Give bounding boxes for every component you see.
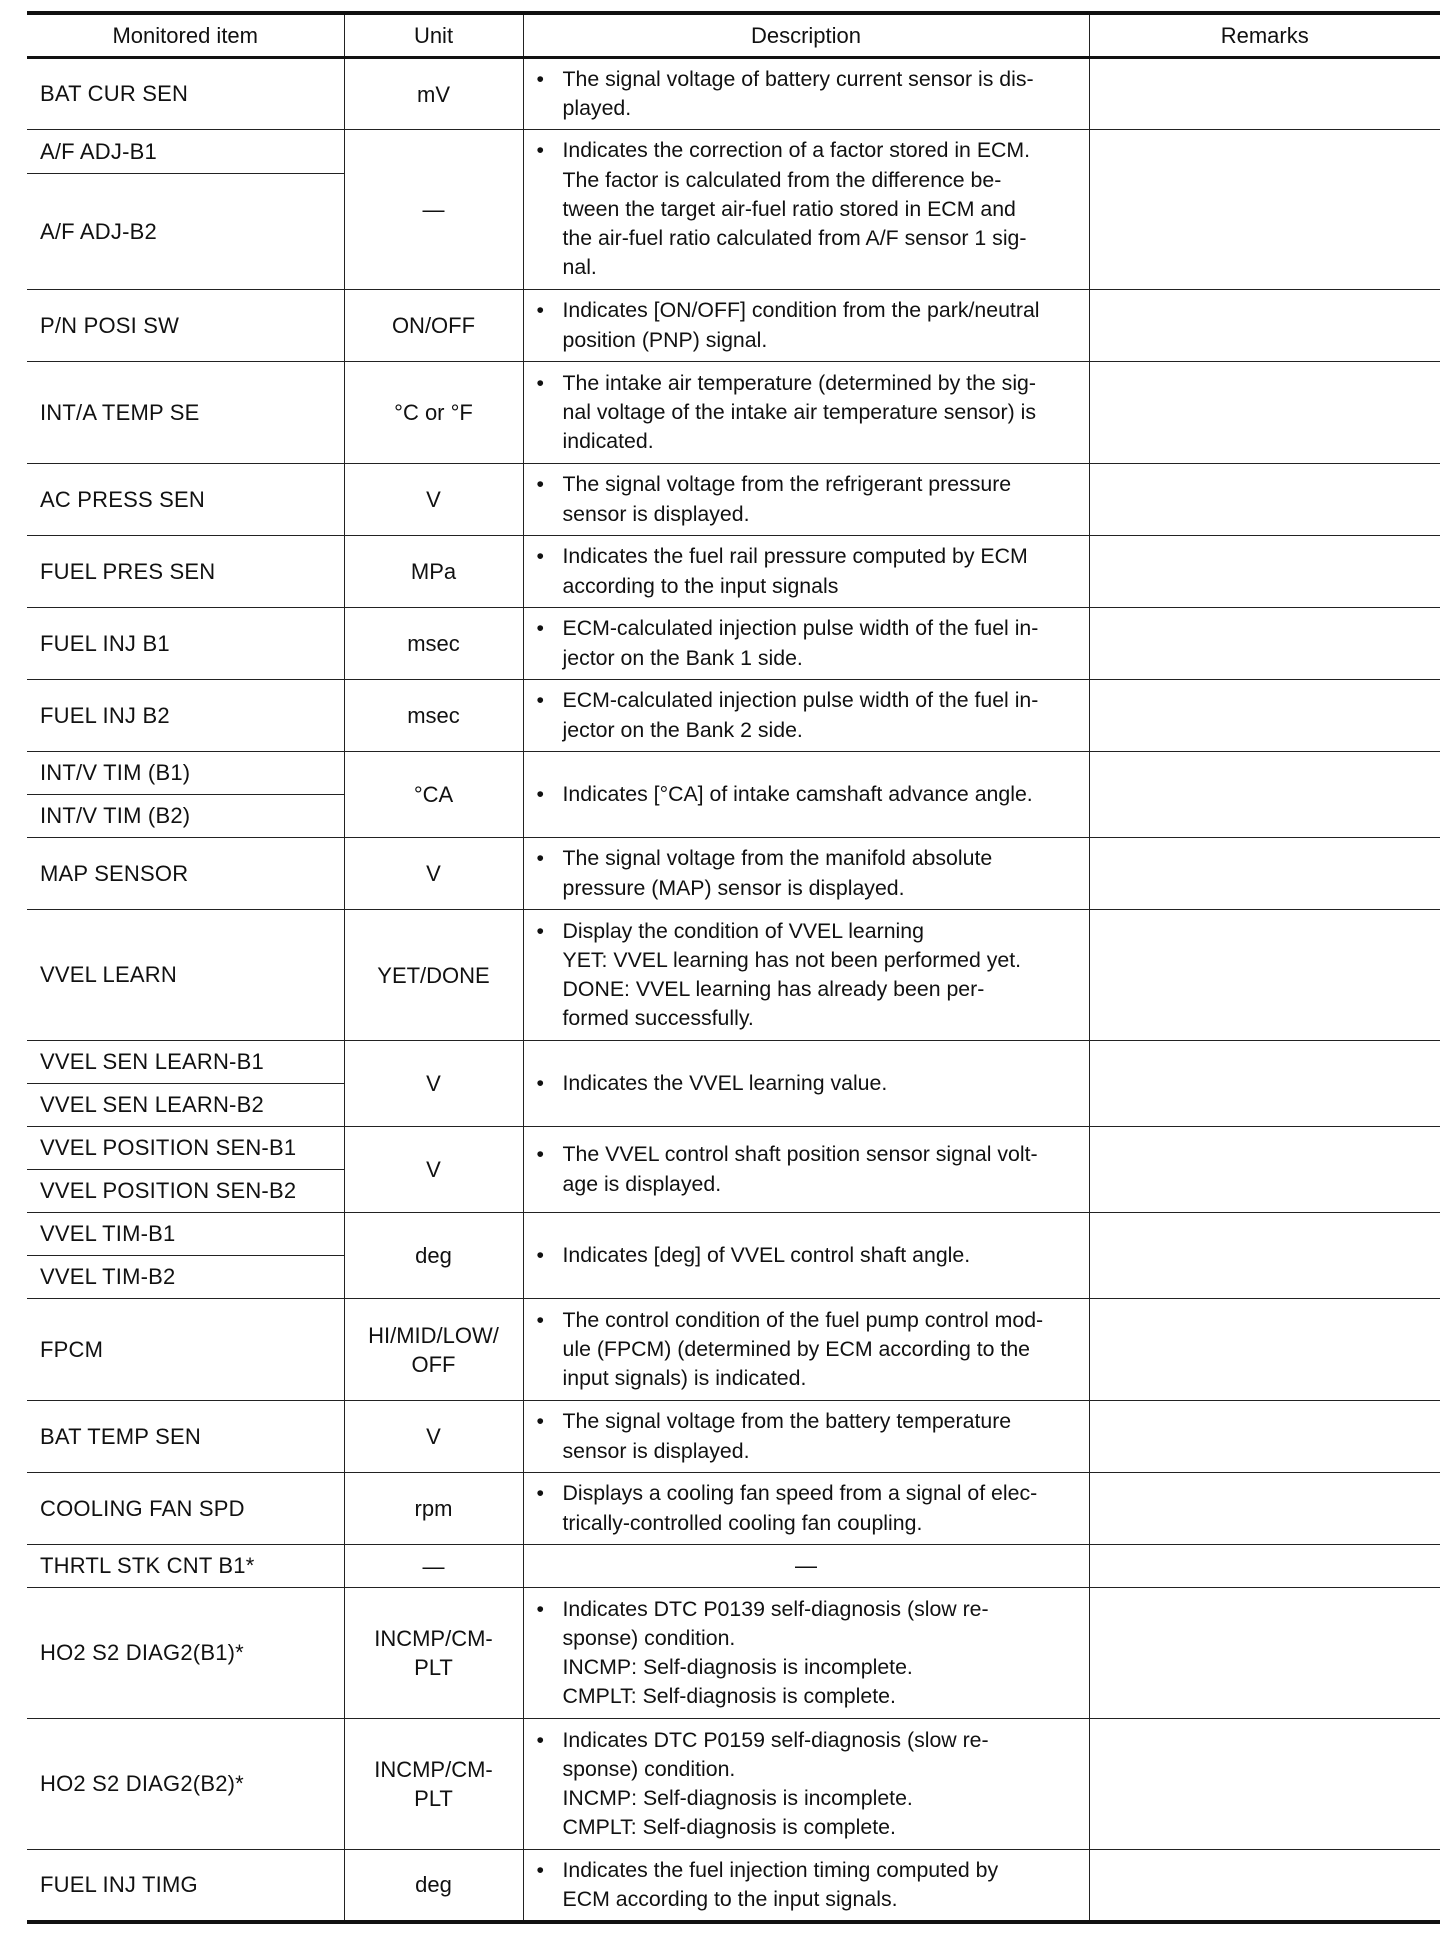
description-line: The signal voltage from the refrigerant pressure [562, 472, 1012, 497]
monitored-item-cell: VVEL SEN LEARN-B2 [27, 1084, 344, 1127]
remarks-cell [1089, 1299, 1440, 1401]
description-cell [523, 362, 1089, 464]
description-line: Indicates the VVEL learning value. [562, 1070, 888, 1095]
description-text [563, 1856, 1085, 1914]
unit-cell [344, 1299, 523, 1401]
monitored-item-cell: BAT CUR SEN [27, 58, 344, 130]
unit-cell [344, 910, 523, 1041]
unit-cell [344, 1127, 523, 1213]
monitored-item-cell: INT/V TIM (B1) [27, 752, 344, 795]
unit-line: PLT [414, 1786, 453, 1811]
monitored-item-cell: VVEL POSITION SEN-B2 [27, 1170, 344, 1213]
description-bullet [524, 293, 1089, 357]
monitored-item-cell: HO2 S2 DIAG2(B1)* [27, 1588, 344, 1719]
unit-cell [344, 752, 523, 838]
description-cell [523, 290, 1089, 362]
table-row [27, 1041, 1440, 1084]
bullet-icon: • [536, 1307, 544, 1332]
bullet-icon: • [536, 688, 544, 713]
description-cell [523, 680, 1089, 752]
table-row [27, 1719, 1440, 1850]
unit-line: YET/DONE [377, 962, 490, 988]
bullet-icon: • [536, 1242, 544, 1267]
description-line: nal. [562, 255, 597, 280]
description-line: The control condition of the fuel pump control mod- [562, 1307, 1044, 1332]
description-bullet [524, 133, 1089, 285]
monitored-item-cell: A/F ADJ-B1 [27, 130, 344, 174]
remarks-cell [1089, 1719, 1440, 1850]
description-text [563, 369, 1085, 457]
description-line: INCMP: Self-diagnosis is incomplete. [562, 1655, 913, 1679]
description-line: age is displayed. [562, 1171, 722, 1196]
description-line: jector on the Bank 1 side. [562, 645, 803, 670]
description-cell [523, 1473, 1089, 1545]
monitored-item-cell: BAT TEMP SEN [27, 1401, 344, 1473]
table-row [27, 608, 1440, 680]
bullet-icon: • [536, 544, 544, 569]
monitored-item-cell: A/F ADJ-B2 [27, 174, 344, 290]
bullet-icon: • [536, 846, 544, 871]
unit-line: V [426, 861, 441, 886]
description-text [563, 1726, 1085, 1843]
description-line: ECM according to the input signals. [562, 1886, 898, 1911]
monitor-item-table-page [27, 11, 1440, 1924]
unit-cell [344, 1213, 523, 1299]
description-line: DONE: VVEL learning has already been per- [562, 977, 985, 1001]
monitored-item-cell: INT/V TIM (B2) [27, 795, 344, 838]
unit-line: ON/OFF [391, 313, 476, 338]
remarks-cell [1089, 1850, 1440, 1922]
description-line: Indicates [°CA] of intake camshaft advance angle. [562, 781, 1033, 806]
description-line: INCMP: Self-diagnosis is incomplete. [562, 1786, 913, 1810]
bullet-icon: • [536, 66, 544, 91]
table-header-row [27, 13, 1440, 58]
monitored-item-cell: AC PRESS SEN [27, 464, 344, 536]
description-text [563, 917, 1085, 1034]
remarks-cell [1089, 910, 1440, 1041]
table-row [27, 838, 1440, 910]
description-line: The signal voltage from the manifold absolute [562, 846, 993, 871]
table-row [27, 680, 1440, 752]
monitored-item-cell: VVEL LEARN [27, 910, 344, 1041]
description-cell: — [523, 1545, 1089, 1588]
table-row [27, 910, 1440, 1041]
remarks-cell [1089, 608, 1440, 680]
description-text [563, 1241, 1085, 1270]
bullet-icon: • [536, 1857, 544, 1882]
description-line: the air-fuel ratio calculated from A/F sensor 1 sig- [562, 226, 1027, 251]
remarks-cell [1089, 1213, 1440, 1299]
monitored-item-cell: FUEL INJ B2 [27, 680, 344, 752]
description-cell [523, 58, 1089, 130]
description-line: position (PNP) signal. [562, 327, 768, 352]
unit-line: HI/MID/LOW/ [368, 1322, 499, 1348]
remarks-cell [1089, 1041, 1440, 1127]
remarks-cell [1089, 1545, 1440, 1588]
description-line: The intake air temperature (determined by the sig- [562, 370, 1036, 395]
unit-line: INCMP/CM- [374, 1757, 493, 1782]
description-bullet [524, 841, 1089, 905]
description-line: sensor is displayed. [562, 501, 750, 526]
unit-cell [344, 1545, 523, 1588]
remarks-cell [1089, 1401, 1440, 1473]
bullet-icon: • [536, 298, 544, 323]
unit-cell [344, 290, 523, 362]
description-line: The signal voltage of battery current sensor is dis- [562, 66, 1034, 91]
monitored-item-cell: VVEL TIM-B2 [27, 1256, 344, 1299]
description-cell [523, 1041, 1089, 1127]
table-row [27, 362, 1440, 464]
description-line: input signals) is indicated. [562, 1366, 807, 1391]
description-text [563, 1306, 1085, 1394]
description-line: sponse) condition. [562, 1756, 736, 1781]
description-bullet [524, 1853, 1089, 1917]
description-bullet [524, 62, 1089, 126]
unit-line: V [426, 1424, 441, 1449]
monitored-item-cell: THRTL STK CNT B1* [27, 1545, 344, 1588]
description-bullet [524, 1476, 1089, 1540]
description-line: according to the input signals [562, 573, 839, 598]
unit-cell [344, 1401, 523, 1473]
monitored-item-cell: P/N POSI SW [27, 290, 344, 362]
description-text [563, 1069, 1085, 1098]
description-line: ECM-calculated injection pulse width of the fuel in- [562, 616, 1039, 641]
description-text [563, 1479, 1085, 1537]
unit-cell [344, 1041, 523, 1127]
unit-cell [344, 1473, 523, 1545]
description-line: trically-controlled cooling fan coupling. [562, 1510, 923, 1535]
unit-line: rpm [414, 1496, 453, 1521]
bullet-icon: • [536, 781, 544, 806]
description-line: CMPLT: Self-diagnosis is complete. [562, 1815, 896, 1840]
monitored-item-cell: FUEL INJ TIMG [27, 1850, 344, 1922]
description-line: formed successfully. [562, 1006, 754, 1031]
unit-line: INCMP/CM- [374, 1626, 493, 1651]
table-row [27, 1299, 1440, 1401]
table-body [27, 58, 1440, 1922]
bullet-icon: • [536, 1142, 544, 1167]
table-row [27, 58, 1440, 130]
description-bullet [524, 777, 1089, 812]
description-text [563, 470, 1085, 528]
description-cell [523, 752, 1089, 838]
table-row [27, 1850, 1440, 1922]
description-bullet [524, 1066, 1089, 1101]
unit-line: deg [415, 1872, 452, 1898]
remarks-cell [1089, 464, 1440, 536]
remarks-cell [1089, 838, 1440, 910]
description-text [563, 844, 1085, 902]
description-text [563, 686, 1085, 744]
remarks-cell [1089, 1473, 1440, 1545]
description-cell [523, 1127, 1089, 1213]
description-bullet [524, 467, 1089, 531]
bullet-icon: • [536, 616, 544, 641]
unit-line: °CA [413, 782, 454, 807]
description-line: indicated. [562, 429, 654, 454]
description-cell [523, 464, 1089, 536]
description-text [563, 1595, 1085, 1712]
monitored-item-cell: VVEL POSITION SEN-B1 [27, 1127, 344, 1170]
unit-line: V [426, 1071, 441, 1096]
description-line: sponse) condition. [562, 1625, 736, 1650]
description-line: tween the target air-fuel ratio stored in ECM and [562, 196, 1016, 221]
description-line: Display the condition of VVEL learning [562, 918, 924, 943]
unit-cell [344, 838, 523, 910]
description-line: The VVEL control shaft position sensor signal volt- [562, 1142, 1038, 1167]
description-line: Indicates the fuel rail pressure computed by ECM [562, 544, 1028, 569]
description-line: played. [562, 96, 632, 120]
description-line: pressure (MAP) sensor is displayed. [562, 875, 905, 900]
unit-line: — [422, 197, 445, 222]
unit-cell [344, 130, 523, 290]
bullet-icon: • [536, 1481, 544, 1506]
description-cell [523, 1588, 1089, 1719]
unit-line: OFF [411, 1351, 456, 1377]
description-bullet [524, 539, 1089, 603]
description-bullet [524, 366, 1089, 460]
description-bullet [524, 1592, 1089, 1715]
unit-line: msec [407, 631, 460, 656]
remarks-cell [1089, 130, 1440, 290]
header-monitored-item: Monitored item [27, 13, 344, 58]
description-bullet [524, 611, 1089, 675]
unit-cell [344, 464, 523, 536]
description-cell [523, 536, 1089, 608]
unit-cell [344, 362, 523, 464]
bullet-icon: • [536, 918, 544, 943]
header-remarks: Remarks [1089, 13, 1440, 58]
remarks-cell [1089, 1588, 1440, 1719]
description-text [563, 296, 1085, 354]
monitored-item-cell: FUEL PRES SEN [27, 536, 344, 608]
remarks-cell [1089, 536, 1440, 608]
description-line: ECM-calculated injection pulse width of the fuel in- [562, 688, 1039, 713]
table-row [27, 1473, 1440, 1545]
description-line: Indicates DTC P0159 self-diagnosis (slow re- [562, 1727, 989, 1752]
description-bullet [524, 1238, 1089, 1273]
monitored-item-cell: MAP SENSOR [27, 838, 344, 910]
unit-line: deg [415, 1243, 452, 1268]
description-line: sensor is displayed. [562, 1438, 750, 1463]
description-text [563, 136, 1085, 282]
bullet-icon: • [536, 370, 544, 395]
remarks-cell [1089, 362, 1440, 464]
description-line: Indicates [deg] of VVEL control shaft angle. [562, 1242, 971, 1267]
description-cell [523, 910, 1089, 1041]
description-text [563, 780, 1085, 809]
table-row [27, 1545, 1440, 1588]
bullet-icon: • [536, 1727, 544, 1752]
description-text [563, 542, 1085, 600]
unit-cell [344, 58, 523, 130]
unit-line: MPa [410, 559, 457, 584]
table-row [27, 1127, 1440, 1170]
table-row [27, 290, 1440, 362]
description-line: CMPLT: Self-diagnosis is complete. [562, 1684, 896, 1709]
description-text [563, 1407, 1085, 1465]
unit-line: °C or °F [394, 400, 473, 425]
remarks-cell [1089, 680, 1440, 752]
header-unit: Unit [344, 13, 523, 58]
table-row [27, 536, 1440, 608]
description-cell [523, 1299, 1089, 1401]
unit-line: V [426, 487, 441, 512]
unit-cell [344, 536, 523, 608]
description-line: The factor is calculated from the difference be- [562, 167, 1002, 192]
description-bullet [524, 1404, 1089, 1468]
description-line: YET: VVEL learning has not been performed yet. [562, 947, 1022, 972]
description-line: ule (FPCM) (determined by ECM according to the [562, 1336, 1031, 1361]
remarks-cell [1089, 1127, 1440, 1213]
description-bullet [524, 1723, 1089, 1846]
monitored-item-cell: FPCM [27, 1299, 344, 1401]
table-row [27, 1588, 1440, 1719]
unit-line: V [426, 1157, 441, 1182]
unit-cell [344, 1850, 523, 1922]
table-row [27, 464, 1440, 536]
description-line: Indicates the correction of a factor stored in ECM. [562, 138, 1031, 163]
description-cell [523, 1401, 1089, 1473]
table-row [27, 130, 1440, 174]
unit-line: — [422, 1553, 445, 1579]
bullet-icon: • [536, 1409, 544, 1434]
monitored-item-cell: COOLING FAN SPD [27, 1473, 344, 1545]
table-row [27, 1213, 1440, 1256]
description-bullet [524, 914, 1089, 1037]
monitor-item-table [27, 11, 1440, 1924]
bullet-icon: • [536, 472, 544, 497]
table-row [27, 1401, 1440, 1473]
header-description: Description [523, 13, 1089, 58]
description-cell [523, 130, 1089, 290]
description-bullet [524, 1137, 1089, 1201]
monitored-item-cell: VVEL SEN LEARN-B1 [27, 1041, 344, 1084]
description-text [563, 65, 1085, 123]
bullet-icon: • [536, 1596, 544, 1621]
remarks-cell [1089, 58, 1440, 130]
description-line: Indicates [ON/OFF] condition from the park/neutral [562, 298, 1040, 323]
description-cell [523, 1213, 1089, 1299]
description-bullet [524, 683, 1089, 747]
table-row [27, 752, 1440, 795]
description-cell [523, 838, 1089, 910]
monitored-item-cell: HO2 S2 DIAG2(B2)* [27, 1719, 344, 1850]
unit-cell [344, 1588, 523, 1719]
monitored-item-cell: FUEL INJ B1 [27, 608, 344, 680]
remarks-cell [1089, 290, 1440, 362]
monitored-item-cell: VVEL TIM-B1 [27, 1213, 344, 1256]
description-cell [523, 1850, 1089, 1922]
description-line: Indicates DTC P0139 self-diagnosis (slow re- [562, 1596, 989, 1621]
unit-cell [344, 608, 523, 680]
description-cell [523, 608, 1089, 680]
description-text [563, 614, 1085, 672]
unit-cell [344, 680, 523, 752]
remarks-cell [1089, 752, 1440, 838]
description-bullet [524, 1303, 1089, 1397]
description-line: nal voltage of the intake air temperature sensor) is [562, 399, 1037, 424]
bullet-icon: • [536, 138, 544, 163]
description-line: Indicates the fuel injection timing computed by [562, 1857, 999, 1882]
unit-line: msec [407, 703, 460, 728]
description-line: The signal voltage from the battery temperature [562, 1409, 1012, 1434]
monitored-item-cell: INT/A TEMP SE [27, 362, 344, 464]
description-line: Displays a cooling fan speed from a signal of elec- [562, 1481, 1038, 1506]
description-text [563, 1140, 1085, 1198]
description-cell [523, 1719, 1089, 1850]
unit-line: PLT [414, 1655, 453, 1680]
unit-line: mV [417, 81, 450, 107]
unit-cell [344, 1719, 523, 1850]
bullet-icon: • [536, 1070, 544, 1095]
description-line: jector on the Bank 2 side. [562, 717, 803, 742]
